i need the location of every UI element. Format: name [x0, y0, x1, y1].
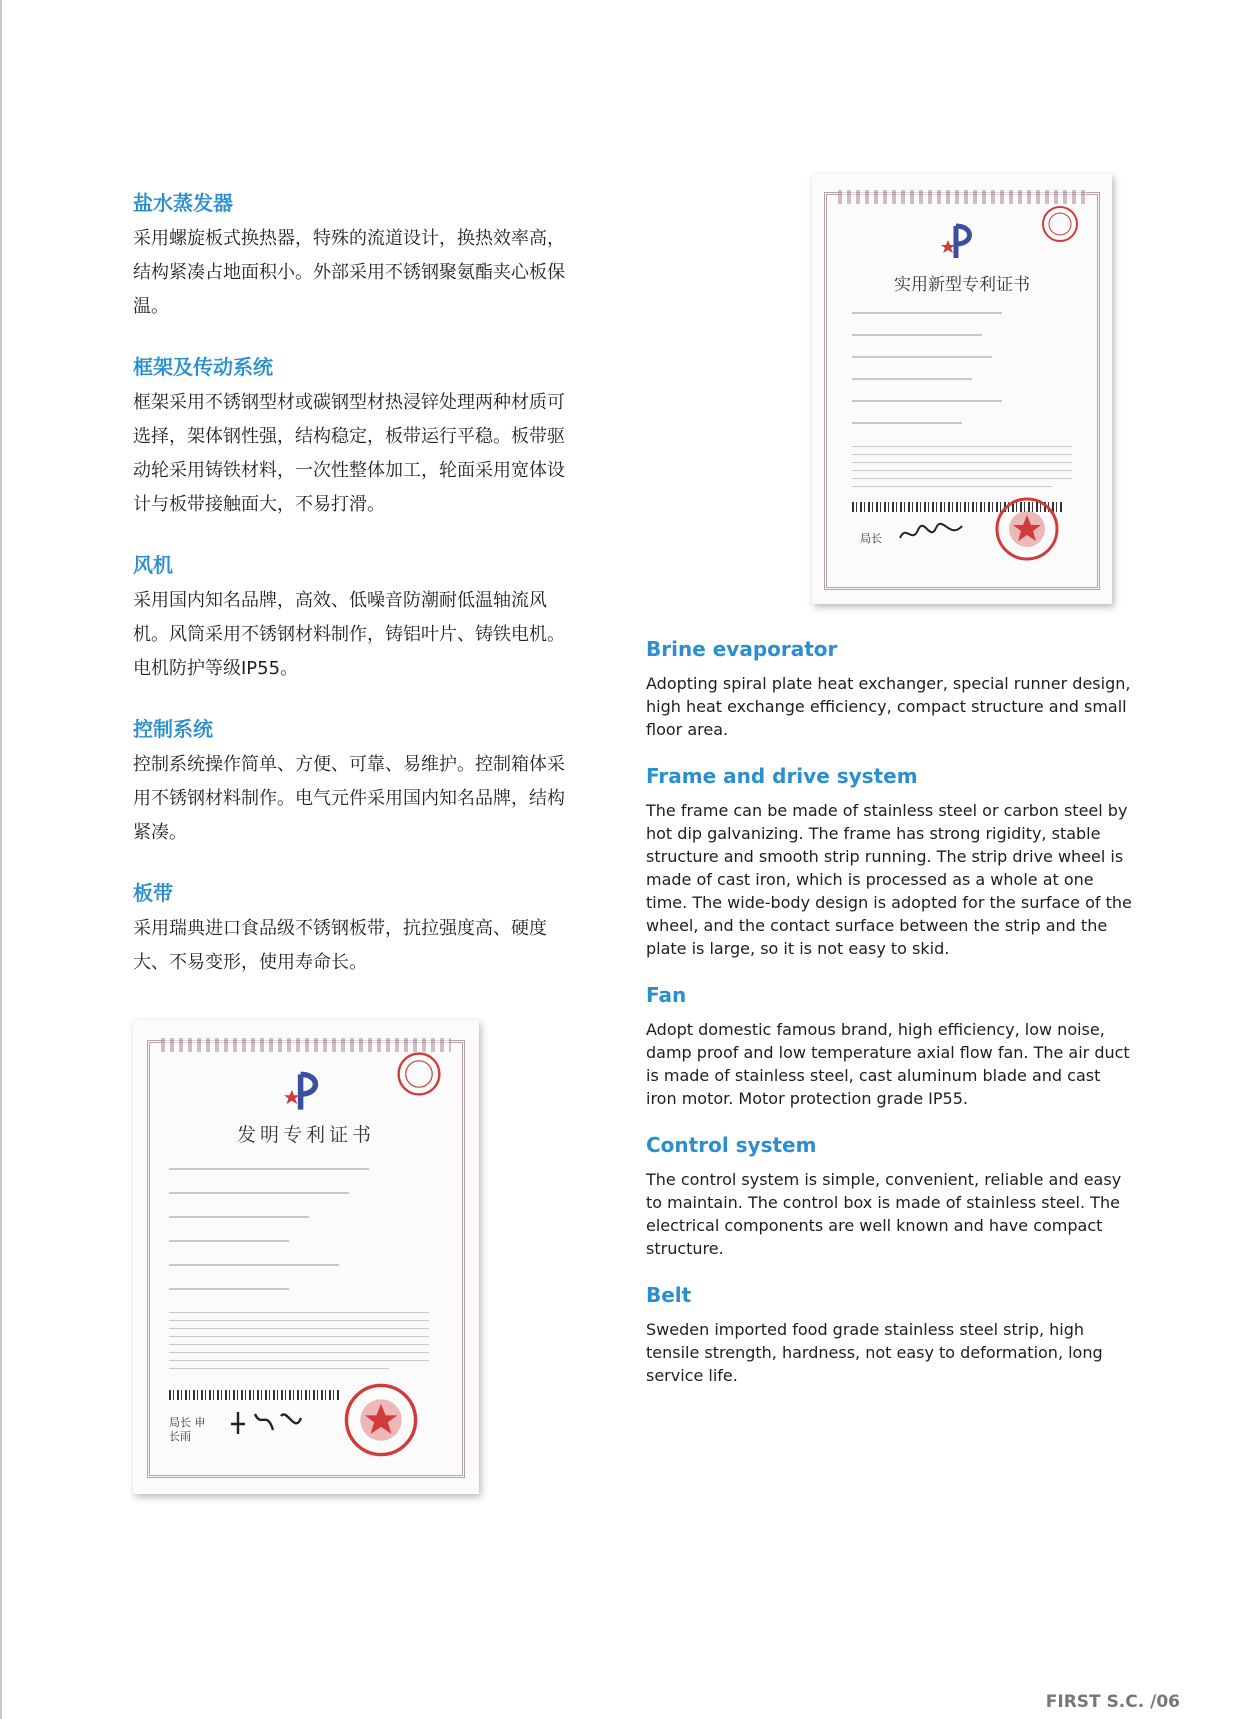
- certificate-ornament: [838, 190, 1086, 204]
- signature-mark-icon: [225, 1404, 305, 1438]
- certificate-title: 发明专利证书: [236, 1124, 375, 1146]
- en-section-text: Sweden imported food grade stainless steel strip, high tensile strength, hardness, not easy to deformation, long service life.: [646, 1320, 1103, 1385]
- certificate-text-line: [169, 1336, 429, 1337]
- cn-section-text: 采用瑞典进口食品级不锈钢板带，抗拉强度高、硬度大、不易变形，使用寿命长。: [133, 918, 547, 973]
- certificate-signature: 局长: [860, 532, 882, 545]
- en-section-heading: Control system: [646, 1133, 817, 1157]
- chinese-column: [133, 190, 573, 1010]
- certificate-title: 实用新型专利证书: [894, 275, 1030, 295]
- cn-section-heading: 控制系统: [133, 717, 213, 741]
- en-section-text: The frame can be made of stainless steel or carbon steel by hot dip galvanizing. The frame has strong rigidity, stable structure and smooth strip running. The strip drive wheel is made of cast iron, which is processed as a whole at one time. The wide-body design is adopted for the surface of the wheel, and the contact surface between the strip and the plate is large, so it is not easy to skid.: [646, 801, 1132, 958]
- certificate-text-line: [169, 1352, 429, 1353]
- cn-section-brine-evaporator: [133, 190, 573, 324]
- cn-section-text: 控制系统操作简单、方便、可靠、易维护。控制箱体采用不锈钢材料制作。电气元件采用国内知名品牌，结构紧凑。: [133, 754, 565, 843]
- certificate-text-line: [852, 334, 982, 336]
- en-section-heading: Brine evaporator: [646, 637, 838, 661]
- en-section-text: Adopting spiral plate heat exchanger, special runner design, high heat exchange efficiency, compact structure and small floor area.: [646, 674, 1131, 739]
- en-section-text: The control system is simple, convenient, reliable and easy to maintain. The control box is made of stainless steel. The electrical components are well known and have compact structure.: [646, 1170, 1122, 1258]
- cn-section-fan: [133, 552, 573, 686]
- national-emblem-seal-icon: [343, 1382, 419, 1458]
- certificate-text-line: [169, 1328, 429, 1329]
- signature-mark-icon: [896, 520, 966, 546]
- certificate-text-line: [169, 1216, 309, 1218]
- cn-section-frame-drive: [133, 354, 573, 522]
- en-section-fan: [646, 982, 1136, 1110]
- cn-section-text: 采用国内知名品牌，高效、低噪音防潮耐低温轴流风机。风筒采用不锈钢材料制作，铸铝叶片、铸铁电机。电机防护等级IP55。: [133, 590, 565, 679]
- cn-section-heading: 板带: [133, 881, 173, 905]
- certificate-text-line: [852, 312, 1002, 314]
- certificate-text-line: [852, 446, 1072, 447]
- certificate-text-line: [852, 470, 1072, 471]
- en-section-brine-evaporator: [646, 636, 1136, 741]
- certificate-text-line: [169, 1288, 289, 1290]
- cn-section-belt: [133, 880, 573, 980]
- cn-section-heading: 框架及传动系统: [133, 355, 273, 379]
- cn-section-control: [133, 716, 573, 850]
- patent-office-logo-icon: [283, 1070, 327, 1114]
- certificate-text-line: [852, 454, 1072, 455]
- certificate-text-line: [169, 1168, 369, 1170]
- cn-section-heading: 盐水蒸发器: [133, 191, 233, 215]
- patent-office-logo-icon: [940, 222, 980, 262]
- certificate-text-line: [169, 1192, 349, 1194]
- en-section-belt: [646, 1282, 1136, 1387]
- certificate-text-line: [852, 486, 1052, 487]
- english-column: [646, 636, 1136, 1409]
- official-seal-icon: [1040, 204, 1080, 244]
- certificate-text-line: [169, 1312, 429, 1313]
- en-section-text: Adopt domestic famous brand, high efficiency, low noise, damp proof and low temperature axial flow fan. The air duct is made of stainless steel, cast aluminum blade and cast iron motor. Motor protection grade IP55.: [646, 1020, 1130, 1108]
- certificate-text-line: [852, 400, 1002, 402]
- national-emblem-seal-icon: [994, 496, 1060, 562]
- page-left-rule: [0, 0, 2, 1719]
- certificate-text-line: [852, 422, 962, 424]
- en-section-heading: Frame and drive system: [646, 764, 918, 788]
- certificate-text-line: [169, 1264, 339, 1266]
- en-section-heading: Belt: [646, 1283, 692, 1307]
- certificate-barcode: [169, 1390, 339, 1400]
- page-footer: FIRST S.C. /06: [1045, 1692, 1180, 1712]
- certificate-signature: 局长 申长雨: [169, 1416, 206, 1443]
- certificate-text-line: [169, 1320, 429, 1321]
- certificate-text-line: [169, 1368, 389, 1369]
- cn-section-heading: 风机: [133, 553, 173, 577]
- cn-section-text: 框架采用不锈钢型材或碳钢型材热浸锌处理两种材质可选择，架体钢性强，结构稳定，板带运行平稳。板带驱动轮采用铸铁材料，一次性整体加工，轮面采用宽体设计与板带接触面大，不易打滑。: [133, 392, 565, 515]
- official-seal-icon: [395, 1050, 443, 1098]
- en-section-control: [646, 1132, 1136, 1260]
- certificate-text-line: [852, 378, 972, 380]
- certificate-text-line: [169, 1344, 429, 1345]
- certificate-text-line: [852, 478, 1072, 479]
- certificate-text-line: [852, 356, 992, 358]
- certificate-text-line: [852, 462, 1072, 463]
- cn-section-text: 采用螺旋板式换热器，特殊的流道设计，换热效率高，结构紧凑占地面积小。外部采用不锈钢聚氨酯夹心板保温。: [133, 228, 565, 317]
- en-section-frame-drive: [646, 763, 1136, 960]
- en-section-heading: Fan: [646, 983, 687, 1007]
- certificate-text-line: [169, 1360, 429, 1361]
- invention-patent-certificate-image: [133, 1020, 479, 1494]
- certificate-text-line: [169, 1240, 289, 1242]
- utility-model-certificate-image: [812, 174, 1112, 604]
